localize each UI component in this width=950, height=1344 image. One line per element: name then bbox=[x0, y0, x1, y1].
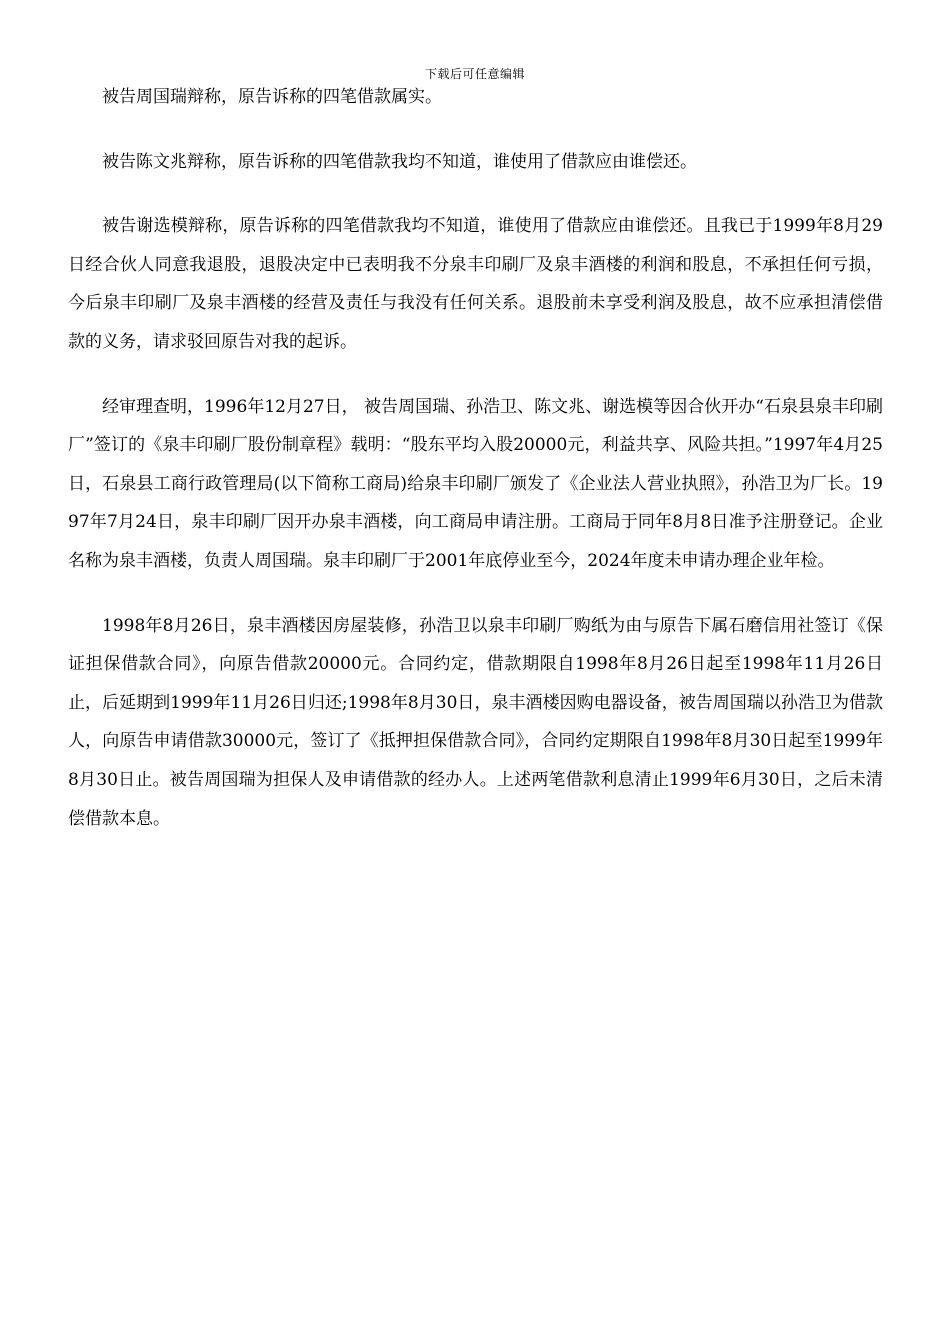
paragraph-loan-details: 1998年8月26日，泉丰酒楼因房屋装修，孙浩卫以泉丰印刷厂购纸为由与原告下属石磨信用社签订《保证担保借款合同》，向原告借款20000元。合同约定，借款期限自1998年8月26日起至1998年11月26日止，后延期到1999年11月26日归还;1998年8月30日，泉丰酒楼因购电器设备，被告周国瑞以孙浩卫为借款人，向原告申请借款30000元，签订了《抵押担保借款合同》，合同约定期限自1998年8月30日起至1999年8月30日止。被告周国瑞为担保人及申请借款的经办人。上述两笔借款利息清止1999年6月30日，之后未清偿借款本息。 bbox=[68, 615, 883, 829]
page-header-note: 下载后可任意编辑 bbox=[424, 67, 525, 81]
document-body bbox=[68, 78, 883, 864]
paragraph-defendant-xie-statement: 被告谢选模辩称，原告诉称的四笔借款我均不知道，谁使用了借款应由谁偿还。且我已于1999年8月29日经合伙人同意我退股，退股决定中已表明我不分泉丰印刷厂及泉丰酒楼的利润和股息，不承担任何亏损，今后泉丰印刷厂及泉丰酒楼的经营及责任与我没有任何关系。退股前未享受利润及股息，故不应承担清偿借款的义务，请求驳回原告对我的起诉。 bbox=[68, 216, 883, 352]
paragraph-defendant-chen-statement: 被告陈文兆辩称，原告诉称的四笔借款我均不知道，谁使用了借款应由谁偿还。 bbox=[102, 151, 697, 172]
paragraph-court-findings: 经审理查明，1996年12月27日， 被告周国瑞、孙浩卫、陈文兆、谢选模等因合伙开办“石泉县泉丰印刷厂”签订的《泉丰印刷厂股份制章程》载明：“股东平均入股20000元，利益共享、风险共担。”1997年4月25日，石泉县工商行政管理局(以下简称工商局)给泉丰印刷厂颁发了《企业法人营业执照》，孙浩卫为厂长。1997年7月24日，泉丰印刷厂因开办泉丰酒楼，向工商局申请注册。工商局于同年8月8日准予注册登记。企业名称为泉丰酒楼，负责人周国瑞。泉丰印刷厂于2001年底停业至今，2024年度未申请办理企业年检。 bbox=[68, 396, 883, 571]
paragraph-defendant-zhou-statement: 被告周国瑞辩称，原告诉称的四笔借款属实。 bbox=[102, 87, 442, 107]
